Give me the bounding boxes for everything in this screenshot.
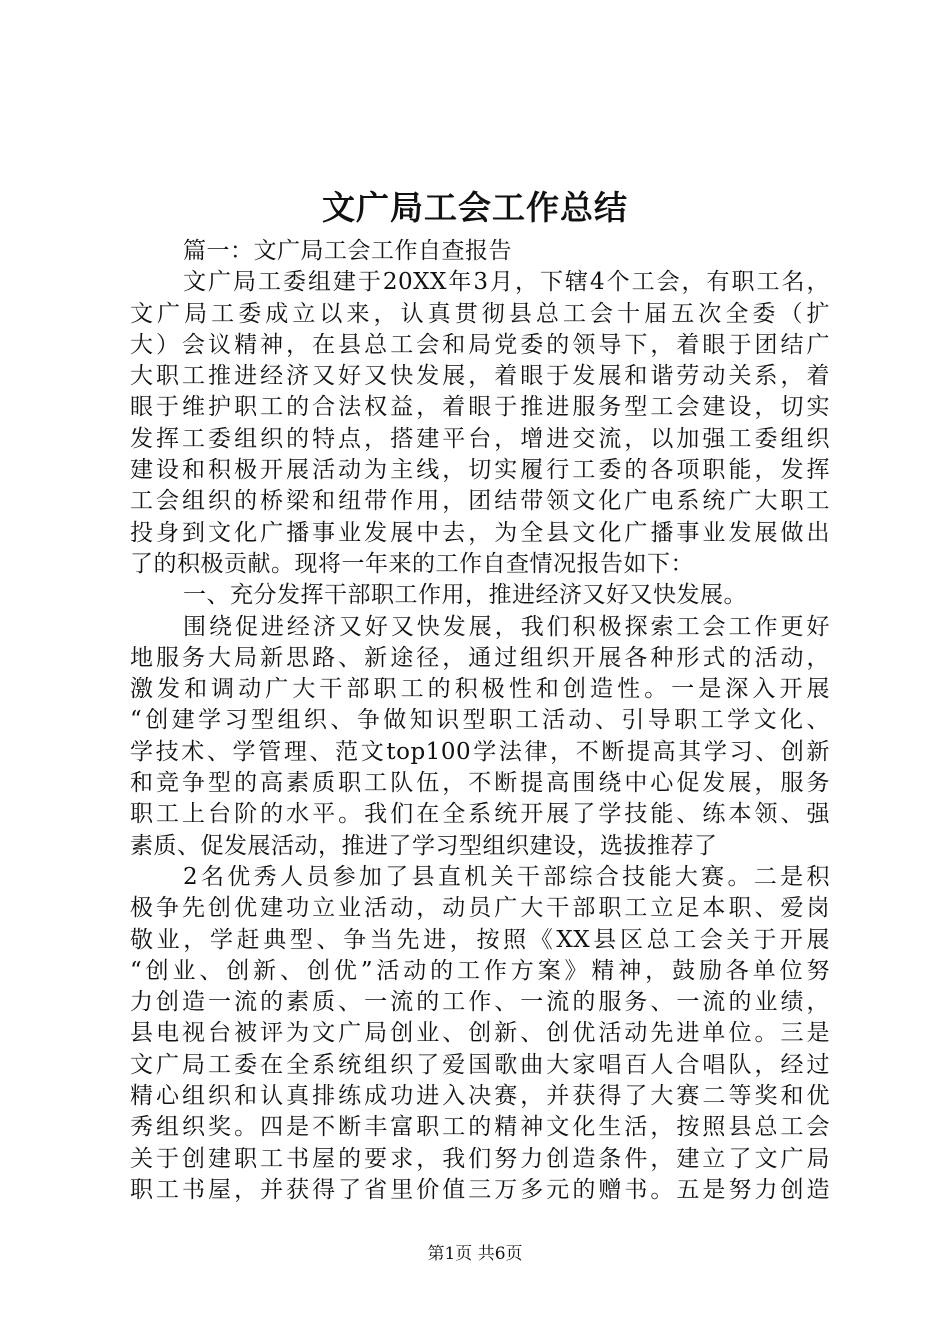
text-line: 文广局工委成立以来，认真贯彻县总工会十届五次全委（扩	[130, 300, 830, 327]
text-line: 县电视台被评为文广局创业、创新、创优活动先进单位。三是	[130, 1020, 830, 1047]
text-line: 工会组织的桥梁和纽带作用，团结带领文化广电系统广大职工	[130, 488, 830, 515]
text-line: 了的积极贡献。现将一年来的工作自查情况报告如下：	[130, 550, 694, 577]
text-line: 关于创建职工书屋的要求，我们努力创造条件，建立了文广局	[130, 1145, 830, 1172]
text-line: 投身到文化广播事业发展中去，为全县文化广播事业发展做出	[130, 519, 830, 546]
text-line: 眼于维护职工的合法权益，着眼于推进服务型工会建设，切实	[130, 394, 830, 421]
text-line: 职工书屋，并获得了省里价值三万多元的赠书。五是努力创造	[130, 1176, 830, 1203]
text-line: 素质、促发展活动，推进了学习型组织建设，选拔推荐了	[130, 832, 718, 859]
text-line: 和竞争型的高素质职工队伍，不断提高围绕中心促发展，服务	[130, 770, 830, 797]
text-line: 篇一：文广局工会工作自查报告	[183, 238, 512, 264]
text-line: 一、充分发挥干部职工作用，推进经济又好又快发展。	[183, 582, 747, 609]
text-line: 围绕促进经济又好又快发展，我们积极探索工会工作更好	[183, 613, 830, 640]
text-line: 文广局工委组建于20XX年3月，下辖4个工会，有职工名，	[183, 269, 830, 296]
text-line: 极争先创优建功立业活动，动员广大干部职工立足本职、爱岗	[130, 895, 830, 922]
text-line: 文广局工委在全系统组织了爱国歌曲大家唱百人合唱队，经过	[130, 1051, 830, 1078]
text-line: 职工上台阶的水平。我们在全系统开展了学技能、练本领、强	[130, 801, 830, 828]
text-line: 力创造一流的素质、一流的工作、一流的服务、一流的业绩，	[130, 989, 830, 1016]
text-line: 大职工推进经济又好又快发展，着眼于发展和谐劳动关系，着	[130, 363, 830, 390]
text-line: 精心组织和认真排练成功进入决赛，并获得了大赛二等奖和优	[130, 1083, 830, 1110]
text-line: 秀组织奖。四是不断丰富职工的精神文化生活，按照县总工会	[130, 1114, 830, 1141]
text-line: 激发和调动广大干部职工的积极性和创造性。一是深入开展	[130, 676, 830, 703]
text-line: 地服务大局新思路、新途径，通过组织开展各种形式的活动，	[130, 644, 830, 671]
text-line: 建设和积极开展活动为主线，切实履行工委的各项职能，发挥	[130, 457, 830, 484]
document-title: 文广局工会工作总结	[322, 188, 628, 227]
document-body	[130, 236, 830, 1206]
text-line: 敬业，学赶典型、争当先进，按照《XX县区总工会关于开展	[130, 926, 830, 953]
text-line: 2名优秀人员参加了县直机关干部综合技能大赛。二是积	[183, 863, 830, 890]
page-footer: 第1页 共6页	[427, 1244, 523, 1264]
text-line: “创建学习型组织、争做知识型职工活动、引导职工学文化、	[130, 707, 830, 734]
text-line: “创业、创新、创优”活动的工作方案》精神，鼓励各单位努	[130, 957, 830, 984]
text-line: 大）会议精神，在县总工会和局党委的领导下，着眼于团结广	[130, 331, 830, 358]
text-line: 学技术、学管理、范文top100学法律，不断提高其学习、创新	[130, 738, 830, 765]
text-line: 发挥工委组织的特点，搭建平台，增进交流，以加强工委组织	[130, 425, 830, 452]
